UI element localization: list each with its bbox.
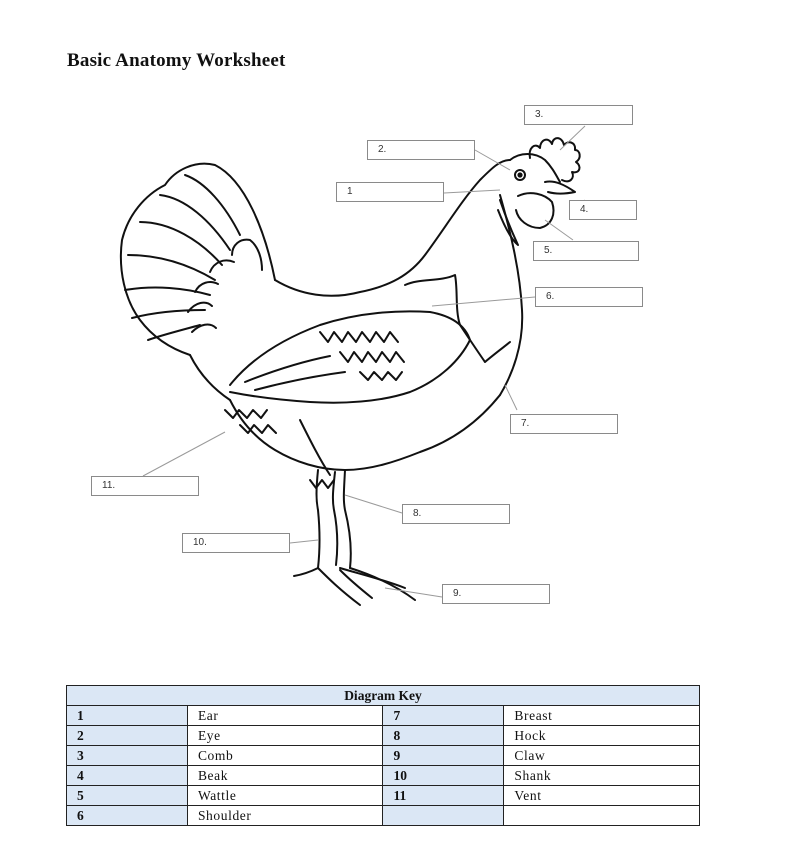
key-number: 9 [383,746,504,766]
key-number: 2 [67,726,188,746]
table-row [67,766,700,786]
key-part [504,806,700,826]
key-part: Ear [187,706,383,726]
key-part: Vent [504,786,700,806]
label-box-5[interactable]: 5. [533,241,639,261]
key-part: Eye [187,726,383,746]
label-box-2[interactable]: 2. [367,140,475,160]
label-box-4[interactable]: 4. [569,200,637,220]
table-row [67,746,700,766]
key-number: 1 [67,706,188,726]
key-part: Beak [187,766,383,786]
label-box-8[interactable]: 8. [402,504,510,524]
label-box-9[interactable]: 9. [442,584,550,604]
label-box-7[interactable]: 7. [510,414,618,434]
key-part: Breast [504,706,700,726]
key-number: 10 [383,766,504,786]
key-number: 4 [67,766,188,786]
label-box-6[interactable]: 6. [535,287,643,307]
key-part: Shoulder [187,806,383,826]
diagram-key-table [66,685,700,826]
key-part: Claw [504,746,700,766]
key-part: Wattle [187,786,383,806]
key-number: 7 [383,706,504,726]
table-row [67,806,700,826]
label-box-3[interactable]: 3. [524,105,633,125]
key-number: 6 [67,806,188,826]
diagram-key-header: Diagram Key [67,686,700,706]
key-number: 5 [67,786,188,806]
label-box-10[interactable]: 10. [182,533,290,553]
table-row [67,706,700,726]
key-part: Comb [187,746,383,766]
label-box-1[interactable]: 1 [336,182,444,202]
label-box-11[interactable]: 11. [91,476,199,496]
key-number: 8 [383,726,504,746]
key-number: 11 [383,786,504,806]
key-part: Shank [504,766,700,786]
key-number: 3 [67,746,188,766]
worksheet-title: Basic Anatomy Worksheet [67,50,286,71]
table-row [67,726,700,746]
table-row [67,786,700,806]
diagram-key-header-row [67,686,700,706]
key-part: Hock [504,726,700,746]
key-number [383,806,504,826]
